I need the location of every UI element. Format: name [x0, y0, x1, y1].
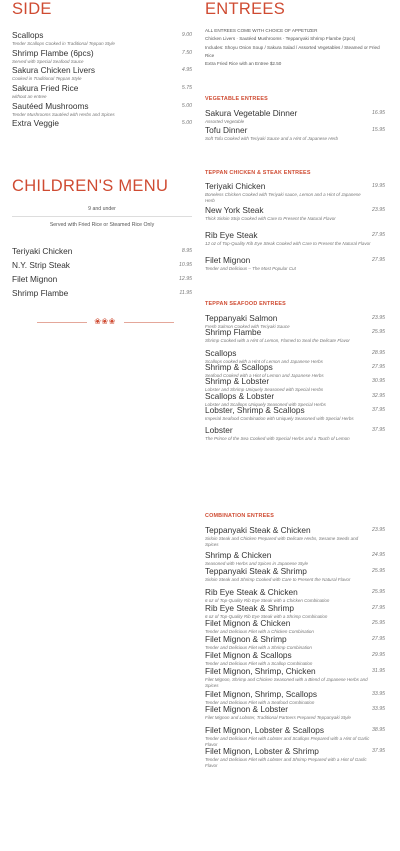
entree-item: [205, 125, 385, 142]
item-name: Rib Eye Steak: [205, 229, 258, 240]
entree-item: [205, 108, 385, 125]
item-price: 9.00: [181, 32, 192, 38]
childrens-item: [12, 288, 192, 302]
item-price: 28.95: [372, 349, 385, 356]
entree-item: [205, 634, 385, 651]
entree-item: [205, 255, 385, 272]
item-name: Teriyaki Chicken: [205, 181, 266, 191]
item-price: 31.95: [372, 667, 385, 674]
item-description: without an entree: [12, 94, 47, 100]
item-price: 5.00: [181, 120, 192, 127]
side-item: [12, 30, 192, 48]
item-price: 19.95: [372, 183, 385, 189]
childrens-menu-title: CHILDREN'S MENU: [12, 177, 169, 195]
item-description: The Prince of the Sea Cooked with Special Herbs and a Touch of Lemon: [205, 436, 350, 442]
item-price: 37.95: [372, 406, 385, 413]
item-name: Filet Mignon, Lobster & Shrimp: [205, 746, 319, 757]
ornament-line-left: [37, 322, 87, 323]
item-description: 6 oz of Top-Quality Rib Eye Steak with a Chicken Combination: [205, 598, 330, 603]
item-name: Rib Eye Steak & Shrimp: [205, 602, 294, 613]
item-name: Lobster: [205, 425, 233, 436]
entree-item: [205, 230, 385, 247]
item-price: 27.95: [372, 256, 385, 263]
side-list: [12, 30, 192, 136]
item-name: Filet Mignon & Lobster: [205, 703, 289, 714]
childrens-item: [12, 274, 192, 288]
entree-item: [205, 327, 385, 344]
item-price: 8.95: [181, 248, 192, 254]
item-description: Tender Mushrooms Sautéed with Herbs and Spices: [12, 111, 115, 117]
item-price: 23.95: [372, 527, 385, 533]
entree-section-title: TEPPAN CHICKEN & STEAK ENTREES: [205, 170, 311, 176]
item-name: Lobster, Shrimp & Scallops: [205, 404, 305, 415]
item-price: 5.00: [181, 102, 192, 109]
item-name: Sakura Fried Rice: [12, 83, 79, 94]
item-description: Tender and Delicious Filet with Lobster and Scallops Prepared with a Hint of Garlic Flavor: [205, 736, 370, 748]
item-description: Tender and Delicious – The Most Popular Cut: [205, 265, 296, 271]
item-name: N.Y. Strip Steak: [12, 260, 70, 270]
item-description: Boneless Chicken Cooked with Teriyaki sauce, Lemon and a Hint of Japanese Herb: [205, 192, 361, 203]
item-price: 12.95: [179, 276, 192, 282]
item-price: 25.95: [372, 329, 385, 336]
entree-item: [205, 618, 385, 635]
item-description: Cooked in Traditional Teppan Style: [12, 76, 82, 82]
item-price: 27.95: [372, 363, 385, 370]
entree-item: [205, 550, 385, 567]
item-description: Served with Special Seafood Sauce: [12, 58, 84, 64]
item-name: Tofu Dinner: [205, 125, 248, 135]
item-name: Shrimp Flambe: [12, 288, 69, 298]
ornament-divider: [12, 317, 192, 327]
item-price: 25.95: [372, 568, 385, 574]
entree-section-title: COMBINATION ENTREES: [205, 513, 274, 519]
item-name: Teppanyaki Salmon: [205, 313, 278, 323]
item-description: 6 oz of Top-Quality Rib Eye Steak with a Shrimp Combination: [205, 613, 328, 619]
childrens-item: [12, 260, 192, 274]
item-price: 32.95: [372, 392, 385, 399]
entree-item: [205, 566, 385, 583]
item-description: Assorted Vegetable: [205, 119, 245, 124]
item-price: 4.95: [181, 67, 192, 74]
item-name: Filet Mignon, Shrimp, Scallops: [205, 688, 318, 699]
item-name: Shrimp & Chicken: [205, 550, 272, 560]
ornament-line-right: [124, 322, 174, 323]
item-name: Sautéed Mushrooms: [12, 100, 89, 111]
entrees-title: ENTREES: [205, 0, 286, 18]
entree-section-title: VEGETABLE ENTREES: [205, 96, 268, 102]
item-name: Shrimp Flambe (6pcs): [12, 47, 94, 58]
item-name: Sakura Chicken Livers: [12, 65, 96, 76]
item-price: 23.95: [372, 315, 385, 321]
side-title: SIDE: [12, 0, 52, 18]
entrees-note-line: Includes: Shoyu Onion Soup / Sakura Salad / Assorted Vegetables / Steamed or Fried Rice: [205, 44, 380, 58]
entree-item: [205, 205, 385, 222]
item-description: Imperial Seafood Combination with Uniquely Seasoned with Special Herbs: [205, 415, 354, 421]
side-item: [12, 101, 192, 119]
entree-item: [205, 181, 385, 204]
entree-item: [205, 425, 385, 442]
item-name: Filet Mignon: [205, 254, 251, 265]
item-price: 16.95: [372, 110, 385, 116]
side-item: [12, 65, 192, 83]
item-name: Shrimp Flambe: [205, 327, 262, 338]
entrees-note-line: Chicken Livers · Sautéed Mushrooms · Teppanyaki Shrimp Flambe (2pcs): [205, 36, 356, 42]
item-name: Teppanyaki Steak & Chicken: [205, 525, 311, 535]
item-name: Scallops: [12, 30, 44, 40]
item-price: 33.95: [372, 690, 385, 697]
item-name: Filet Mignon, Lobster & Scallops: [205, 725, 324, 736]
item-price: 24.95: [372, 552, 385, 558]
item-description: Scallops cooked with a Hint of Lemon and Japanese Herbs: [205, 358, 323, 364]
entree-item: [205, 704, 385, 721]
item-price: 27.95: [372, 604, 385, 611]
childrens-list: [12, 246, 192, 302]
item-name: Filet Mignon & Chicken: [205, 618, 291, 629]
item-name: Filet Mignon: [12, 274, 58, 284]
item-description: Seafood Cooked with a Hint of Lemon and Japanese Herbs: [205, 372, 324, 378]
item-description: Soft Tofu Cooked with Teriyaki Sauce and a Hint of Japanese Herb: [205, 136, 338, 141]
item-name: Rib Eye Steak & Chicken: [205, 587, 298, 597]
item-name: Filet Mignon & Shrimp: [205, 634, 287, 645]
item-description: Tender and Delicious Filet with a Chicken Combination: [205, 629, 314, 635]
item-description: Tender and Delicious Filet with a Seafood Combination: [205, 699, 315, 705]
item-name: Shrimp & Scallops: [205, 361, 273, 372]
childrens-divider: [12, 216, 192, 217]
side-item: [12, 118, 192, 136]
entrees-note: [205, 27, 385, 68]
item-price: 27.95: [372, 231, 385, 238]
entree-item: [205, 650, 385, 667]
childrens-age-note: 9 and under: [88, 206, 116, 212]
item-description: Tender and Delicious Filet with a Scallop Combination: [205, 660, 313, 666]
item-name: Extra Veggie: [12, 118, 60, 129]
side-item: [12, 83, 192, 101]
item-description: Tender and Delicious Filet with Lobster and Shrimp Prepared with a Hint of Garlic Flavor: [205, 757, 367, 769]
item-description: Thick Sirloin Strip Cooked with Care to Present the Natural Flavor: [205, 216, 336, 221]
entree-item: [205, 725, 385, 748]
item-description: Sirloin Steak and Chicken Prepared with Delicate Herbs, Sesame Seeds and Spices: [205, 536, 359, 547]
item-name: New York Steak: [205, 205, 264, 215]
item-description: Lobster and Scallops Uniquely Seasoned with Special Herbs: [205, 401, 326, 407]
item-price: 37.95: [372, 427, 385, 434]
item-price: 11.95: [179, 290, 192, 296]
item-name: Teriyaki Chicken: [12, 246, 73, 256]
item-price: 27.95: [372, 636, 385, 643]
item-description: Tender Scallops Cooked in Traditional Teppan Style: [12, 41, 115, 46]
item-price: 38.95: [372, 727, 385, 734]
item-description: Lobster and Shrimp Uniquely Seasoned with Special Herbs: [205, 387, 324, 393]
item-price: 30.95: [372, 378, 385, 385]
entree-item: [205, 603, 385, 620]
flower-ornament-icon: ❀❀❀: [94, 317, 116, 326]
side-item: [12, 48, 192, 66]
item-name: Filet Mignon & Scallops: [205, 649, 292, 660]
item-description: Tender and Delicious Filet with a Shrimp Combination: [205, 645, 312, 651]
item-description: Sirloin Steak and Shrimp Cooked with Care to Present the Natural Flavor: [205, 577, 351, 582]
entrees-note-line: ALL ENTREES COME WITH CHOICE OF APPETIZER: [205, 28, 318, 33]
item-price: 15.95: [372, 127, 385, 133]
entree-item: [205, 525, 385, 548]
item-name: Teppanyaki Steak & Shrimp: [205, 566, 307, 576]
childrens-item: [12, 246, 192, 260]
entree-item: [205, 666, 385, 689]
item-price: 25.95: [372, 589, 385, 595]
item-name: Scallops & Lobster: [205, 390, 275, 401]
item-price: 10.95: [179, 262, 192, 268]
item-price: 33.95: [372, 705, 385, 712]
item-name: Sakura Vegetable Dinner: [205, 108, 298, 118]
entrees-note-line: Extra Fried Rice with an Entree $2.50: [205, 61, 282, 67]
item-price: 25.95: [372, 620, 385, 627]
entree-item: [205, 405, 385, 422]
item-price: 5.75: [181, 85, 192, 92]
entree-item: [205, 746, 385, 769]
item-name: Scallops: [205, 347, 237, 358]
item-name: Shrimp & Lobster: [205, 376, 270, 387]
item-description: Fresh Salmon Cooked with Teriyaki Sauce: [205, 324, 290, 329]
item-description: 12 oz of Top-Quality Rib Eye Steak Cooked with Care to Present the Natural Flavor: [205, 240, 371, 246]
entree-section-title: TEPPAN SEAFOOD ENTREES: [205, 301, 286, 307]
item-price: 29.95: [372, 651, 385, 658]
childrens-rice-note: Served with Fried Rice or Steamed Rice Only: [49, 222, 155, 228]
item-description: Filet Mignon, Shrimp and Chicken Seasoned with a Blend of Japanese Herbs and Spices: [205, 676, 368, 688]
item-name: Filet Mignon, Shrimp, Chicken: [205, 665, 316, 676]
item-description: Seasoned with Herbs and Spices in Japanese Style: [205, 561, 309, 566]
item-description: Shrimp Cooked with a Hint of Lemon, Flamed to Seal the Delicate Flavor: [205, 338, 350, 344]
entree-item: [205, 587, 385, 604]
item-price: 7.50: [181, 49, 192, 56]
item-price: 37.95: [372, 748, 385, 755]
item-price: 23.95: [372, 207, 385, 213]
item-description: Filet Mignon and Lobster, Traditional Partners Prepared Teppanyaki Style: [205, 714, 351, 720]
